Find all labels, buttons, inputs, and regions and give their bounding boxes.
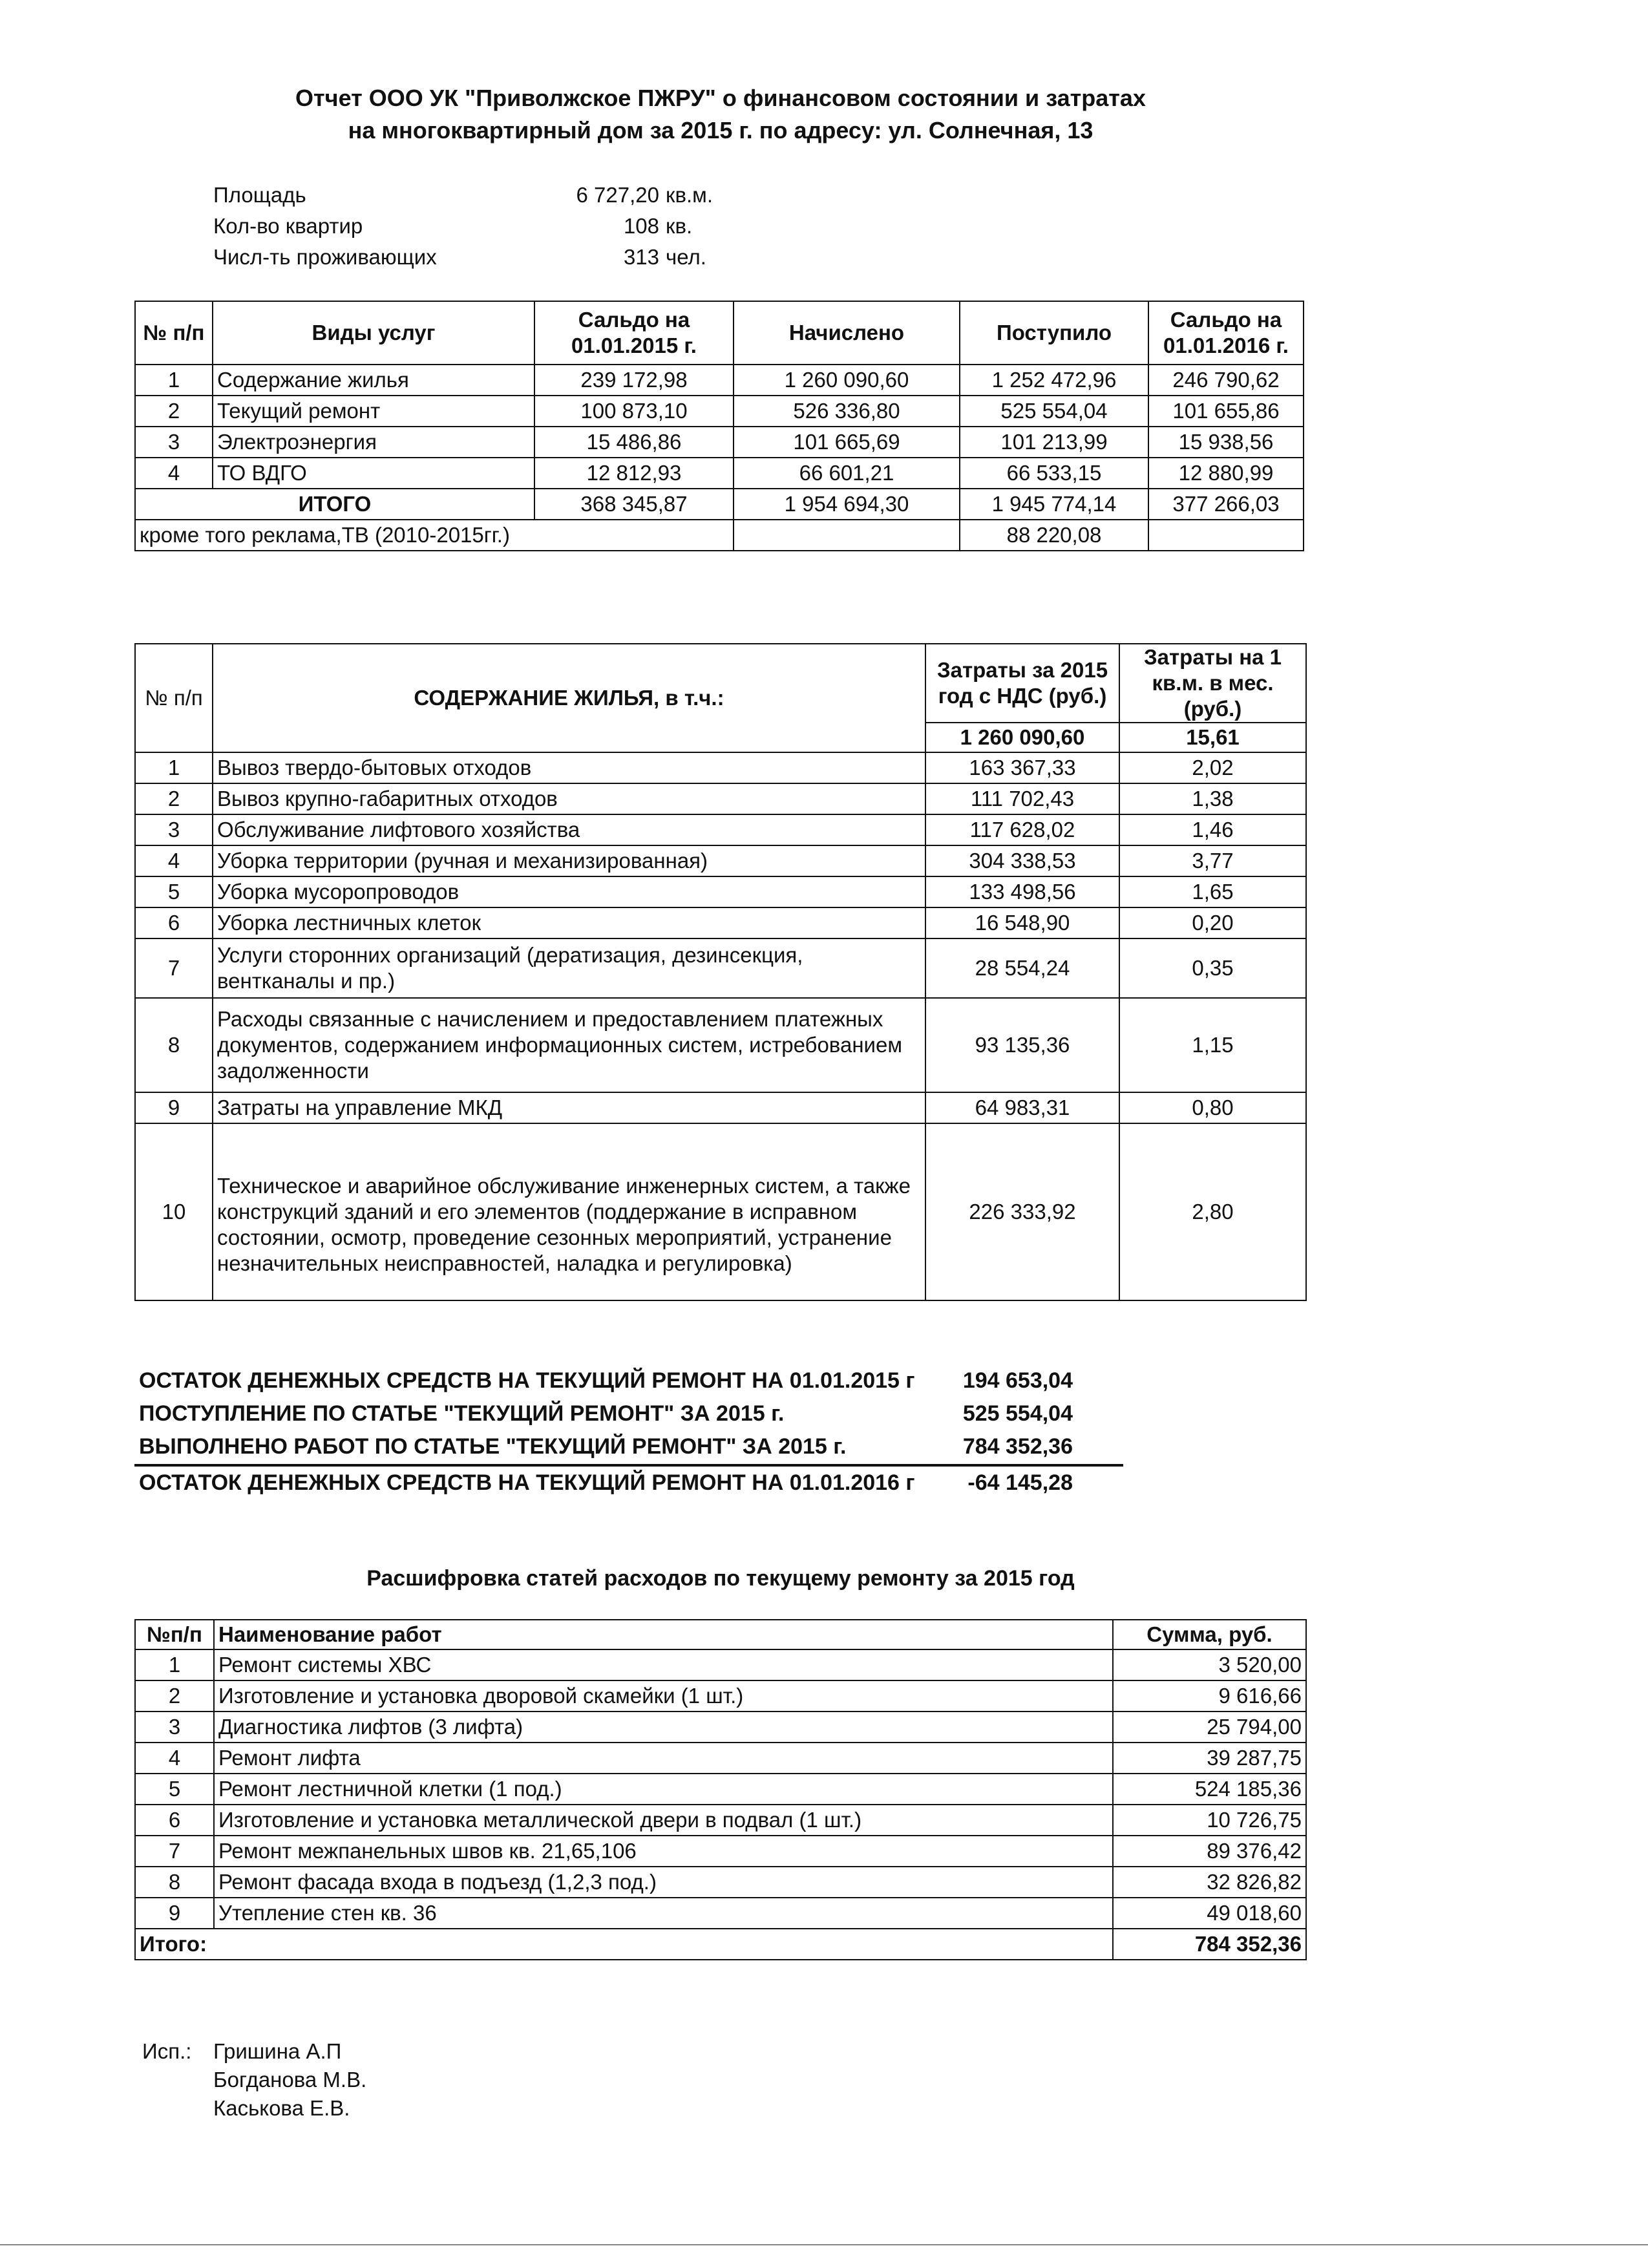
cell-accrued: 1 260 090,60: [734, 365, 960, 396]
cell-cost: 64 983,31: [925, 1092, 1119, 1123]
info-unit-residents: чел.: [666, 245, 706, 269]
cell-work-name: Изготовление и установка металлической двери в подвал (1 шт.): [214, 1805, 1113, 1836]
cell-number: 9: [135, 1092, 213, 1123]
table-row: [135, 938, 1306, 998]
cell-name: Расходы связанные с начислением и предоставлением платежных документов, содержанием информационных систем, истребованием задолженности: [213, 998, 925, 1092]
cell-cost: 163 367,33: [925, 752, 1119, 783]
cell-number: 8: [135, 1867, 214, 1898]
table-row: [135, 458, 1304, 489]
cell-saldo-start: 100 873,10: [534, 396, 734, 427]
info-value-area: 6 727,20: [576, 183, 659, 207]
col-header-accrued: Начислено: [734, 301, 960, 365]
cell-number: 2: [135, 396, 213, 427]
cell-number: 4: [135, 458, 213, 489]
cell-accrued: 101 665,69: [734, 427, 960, 458]
cell-service: Текущий ремонт: [213, 396, 534, 427]
summary-label-income: ПОСТУПЛЕНИЕ ПО СТАТЬЕ "ТЕКУЩИЙ РЕМОНТ" ЗА 2015 г.: [139, 1401, 785, 1426]
table-row: [135, 1898, 1306, 1929]
cell-work-name: Изготовление и установка дворовой скамейки (1 шт.): [214, 1680, 1113, 1712]
cell-saldo-start: 15 486,86: [534, 427, 734, 458]
repair-breakdown-table: [134, 1619, 1307, 1960]
cell-sum: 25 794,00: [1113, 1712, 1306, 1743]
table-row: [135, 876, 1306, 907]
summary-value-completed: 784 352,36: [962, 1434, 1073, 1459]
cell-received: 525 554,04: [960, 396, 1148, 427]
services-balance-table: [134, 301, 1304, 551]
housing-maintenance-table: [134, 643, 1307, 1301]
summary-divider: [134, 1464, 1123, 1467]
info-label-residents: Числ-ть проживающих: [213, 245, 437, 269]
info-value-apartments: 108: [623, 214, 659, 238]
signature-name: Каськова Е.В.: [213, 2096, 350, 2120]
extra-row: [135, 520, 1304, 551]
table-row: [135, 907, 1306, 938]
cell-sum: 524 185,36: [1113, 1774, 1306, 1805]
cell-work-name: Ремонт межпанельных швов кв. 21,65,106: [214, 1836, 1113, 1867]
signature-name: Богданова М.В.: [213, 2068, 367, 2092]
cell-per-sqm: 0,80: [1119, 1092, 1306, 1123]
extra-label: кроме того реклама,ТВ (2010-2015гг.): [135, 520, 734, 551]
col-header-number: №п/п: [135, 1620, 214, 1649]
cell-number: 7: [135, 938, 213, 998]
cell-cost: 28 554,24: [925, 938, 1119, 998]
table-row: [135, 1743, 1306, 1774]
table-row: [135, 1867, 1306, 1898]
table-row: [135, 1680, 1306, 1712]
total-row: [135, 489, 1304, 520]
col-header-sum: Сумма, руб.: [1113, 1620, 1306, 1649]
cell-received: 101 213,99: [960, 427, 1148, 458]
report-title-line-1: Отчет ООО УК "Приволжское ПЖРУ" о финансовом состоянии и затратах: [295, 85, 1146, 111]
cell-number: 3: [135, 1712, 214, 1743]
extra-empty-cell: [1148, 520, 1304, 551]
cell-cost: 226 333,92: [925, 1123, 1119, 1300]
cell-per-sqm: 1,65: [1119, 876, 1306, 907]
cell-work-name: Ремонт фасада входа в подъезд (1,2,3 под.): [214, 1867, 1113, 1898]
cell-name: Вывоз твердо-бытовых отходов: [213, 752, 925, 783]
table-row: [135, 814, 1306, 845]
cell-number: 1: [135, 752, 213, 783]
table-row: [135, 427, 1304, 458]
cell-cost: 16 548,90: [925, 907, 1119, 938]
extra-empty-cell: [734, 520, 960, 551]
total-saldo-start: 368 345,87: [534, 489, 734, 520]
summary-label-balance-start: ОСТАТОК ДЕНЕЖНЫХ СРЕДСТВ НА ТЕКУЩИЙ РЕМОНТ НА 01.01.2015 г: [139, 1368, 915, 1393]
total-received: 1 945 774,14: [960, 489, 1148, 520]
cell-number: 3: [135, 427, 213, 458]
cell-sum: 3 520,00: [1113, 1649, 1306, 1680]
col-header-service: Виды услуг: [213, 301, 534, 365]
info-label-area: Площадь: [213, 183, 306, 207]
cell-per-sqm: 1,46: [1119, 814, 1306, 845]
total-accrued: 1 954 694,30: [734, 489, 960, 520]
cell-number: 8: [135, 998, 213, 1092]
cell-work-name: Диагностика лифтов (3 лифта): [214, 1712, 1113, 1743]
cell-sum: 49 018,60: [1113, 1898, 1306, 1929]
summary-value-income: 525 554,04: [962, 1401, 1073, 1426]
table-row: [135, 1092, 1306, 1123]
total-row: [135, 1929, 1306, 1960]
table-row: [135, 783, 1306, 814]
summary-value-balance-end: -64 145,28: [967, 1470, 1073, 1495]
cell-per-sqm: 0,20: [1119, 907, 1306, 938]
cell-number: 7: [135, 1836, 214, 1867]
cell-number: 2: [135, 783, 213, 814]
cell-name: Обслуживание лифтового хозяйства: [213, 814, 925, 845]
cell-service: Содержание жилья: [213, 365, 534, 396]
cell-number: 5: [135, 1774, 214, 1805]
table-row: [135, 365, 1304, 396]
cell-per-sqm: 2,80: [1119, 1123, 1306, 1300]
table-row: [135, 1712, 1306, 1743]
cell-number: 1: [135, 365, 213, 396]
cell-name: Услуги сторонних организаций (дератизация, дезинсекция, вентканалы и пр.): [213, 938, 925, 998]
col-header-work-name: Наименование работ: [214, 1620, 1113, 1649]
cell-name: Уборка мусоропроводов: [213, 876, 925, 907]
cell-service: ТО ВДГО: [213, 458, 534, 489]
table-row: [135, 998, 1306, 1092]
cell-cost: 111 702,43: [925, 783, 1119, 814]
repair-breakdown-title: Расшифровка статей расходов по текущему ремонту за 2015 год: [366, 1566, 1075, 1591]
cell-cost: 133 498,56: [925, 876, 1119, 907]
summary-value-balance-start: 194 653,04: [962, 1368, 1073, 1393]
table-row: [135, 1836, 1306, 1867]
cell-per-sqm: 3,77: [1119, 845, 1306, 876]
cell-cost: 93 135,36: [925, 998, 1119, 1092]
col-header-saldo-start: Сальдо на 01.01.2015 г.: [534, 301, 734, 365]
col-header-maintenance: СОДЕРЖАНИЕ ЖИЛЬЯ, в т.ч.:: [213, 644, 925, 752]
cell-per-sqm: 2,02: [1119, 752, 1306, 783]
cell-saldo-start: 12 812,93: [534, 458, 734, 489]
total-per-sqm: 15,61: [1119, 723, 1306, 752]
total-label: ИТОГО: [135, 489, 534, 520]
total-sum: 784 352,36: [1113, 1929, 1306, 1960]
col-header-cost: Затраты за 2015 год с НДС (руб.): [925, 644, 1119, 723]
cell-saldo-end: 12 880,99: [1148, 458, 1304, 489]
cell-cost: 304 338,53: [925, 845, 1119, 876]
summary-label-balance-end: ОСТАТОК ДЕНЕЖНЫХ СРЕДСТВ НА ТЕКУЩИЙ РЕМОНТ НА 01.01.2016 г: [139, 1470, 915, 1495]
summary-label-completed: ВЫПОЛНЕНО РАБОТ ПО СТАТЬЕ "ТЕКУЩИЙ РЕМОНТ" ЗА 2015 г.: [139, 1434, 847, 1459]
cell-saldo-end: 15 938,56: [1148, 427, 1304, 458]
cell-per-sqm: 0,35: [1119, 938, 1306, 998]
cell-work-name: Ремонт лифта: [214, 1743, 1113, 1774]
signature-label: Исп.:: [142, 2039, 192, 2063]
total-saldo-end: 377 266,03: [1148, 489, 1304, 520]
col-header-saldo-end: Сальдо на 01.01.2016 г.: [1148, 301, 1304, 365]
cell-service: Электроэнергия: [213, 427, 534, 458]
cell-work-name: Утепление стен кв. 36: [214, 1898, 1113, 1929]
cell-received: 66 533,15: [960, 458, 1148, 489]
cell-saldo-end: 246 790,62: [1148, 365, 1304, 396]
info-unit-area: кв.м.: [666, 183, 713, 207]
table-row: [135, 1805, 1306, 1836]
signature-name: Гришина А.П: [213, 2039, 342, 2063]
table-row: [135, 1123, 1306, 1300]
cell-name: Техническое и аварийное обслуживание инженерных систем, а также конструкций зданий и его элементов (поддержание в исправном состоянии, осмотр, проведение сезонных мероприятий, устранение незначительных неисправностей, наладка и регулировка): [213, 1123, 925, 1300]
table-row: [135, 1774, 1306, 1805]
cell-name: Затраты на управление МКД: [213, 1092, 925, 1123]
cell-per-sqm: 1,38: [1119, 783, 1306, 814]
cell-work-name: Ремонт лестничной клетки (1 под.): [214, 1774, 1113, 1805]
cell-work-name: Ремонт системы ХВС: [214, 1649, 1113, 1680]
report-title-line-2: на многоквартирный дом за 2015 г. по адресу: ул. Солнечная, 13: [348, 117, 1093, 143]
cell-number: 1: [135, 1649, 214, 1680]
cell-per-sqm: 1,15: [1119, 998, 1306, 1092]
cell-accrued: 66 601,21: [734, 458, 960, 489]
cell-name: Уборка лестничных клеток: [213, 907, 925, 938]
cell-number: 4: [135, 1743, 214, 1774]
cell-number: 5: [135, 876, 213, 907]
cell-name: Уборка территории (ручная и механизированная): [213, 845, 925, 876]
cell-accrued: 526 336,80: [734, 396, 960, 427]
col-header-received: Поступило: [960, 301, 1148, 365]
col-header-per-sqm: Затраты на 1 кв.м. в мес. (руб.): [1119, 644, 1306, 723]
cell-sum: 39 287,75: [1113, 1743, 1306, 1774]
info-unit-apartments: кв.: [666, 214, 693, 238]
table-row: [135, 845, 1306, 876]
info-value-residents: 313: [623, 245, 659, 269]
cell-number: 9: [135, 1898, 214, 1929]
cell-sum: 9 616,66: [1113, 1680, 1306, 1712]
scan-edge-line: [0, 2244, 1648, 2245]
cell-sum: 89 376,42: [1113, 1836, 1306, 1867]
cell-cost: 117 628,02: [925, 814, 1119, 845]
cell-number: 10: [135, 1123, 213, 1300]
cell-number: 6: [135, 1805, 214, 1836]
cell-sum: 32 826,82: [1113, 1867, 1306, 1898]
cell-saldo-end: 101 655,86: [1148, 396, 1304, 427]
total-cost: 1 260 090,60: [925, 723, 1119, 752]
cell-number: 2: [135, 1680, 214, 1712]
cell-sum: 10 726,75: [1113, 1805, 1306, 1836]
total-label: Итого:: [135, 1929, 1113, 1960]
cell-name: Вывоз крупно-габаритных отходов: [213, 783, 925, 814]
cell-number: 3: [135, 814, 213, 845]
col-header-number: № п/п: [135, 644, 213, 752]
info-label-apartments: Кол-во квартир: [213, 214, 363, 238]
col-header-number: № п/п: [135, 301, 213, 365]
cell-number: 6: [135, 907, 213, 938]
table-row: [135, 1649, 1306, 1680]
cell-saldo-start: 239 172,98: [534, 365, 734, 396]
extra-received: 88 220,08: [960, 520, 1148, 551]
table-row: [135, 396, 1304, 427]
table-row: [135, 752, 1306, 783]
cell-number: 4: [135, 845, 213, 876]
cell-received: 1 252 472,96: [960, 365, 1148, 396]
